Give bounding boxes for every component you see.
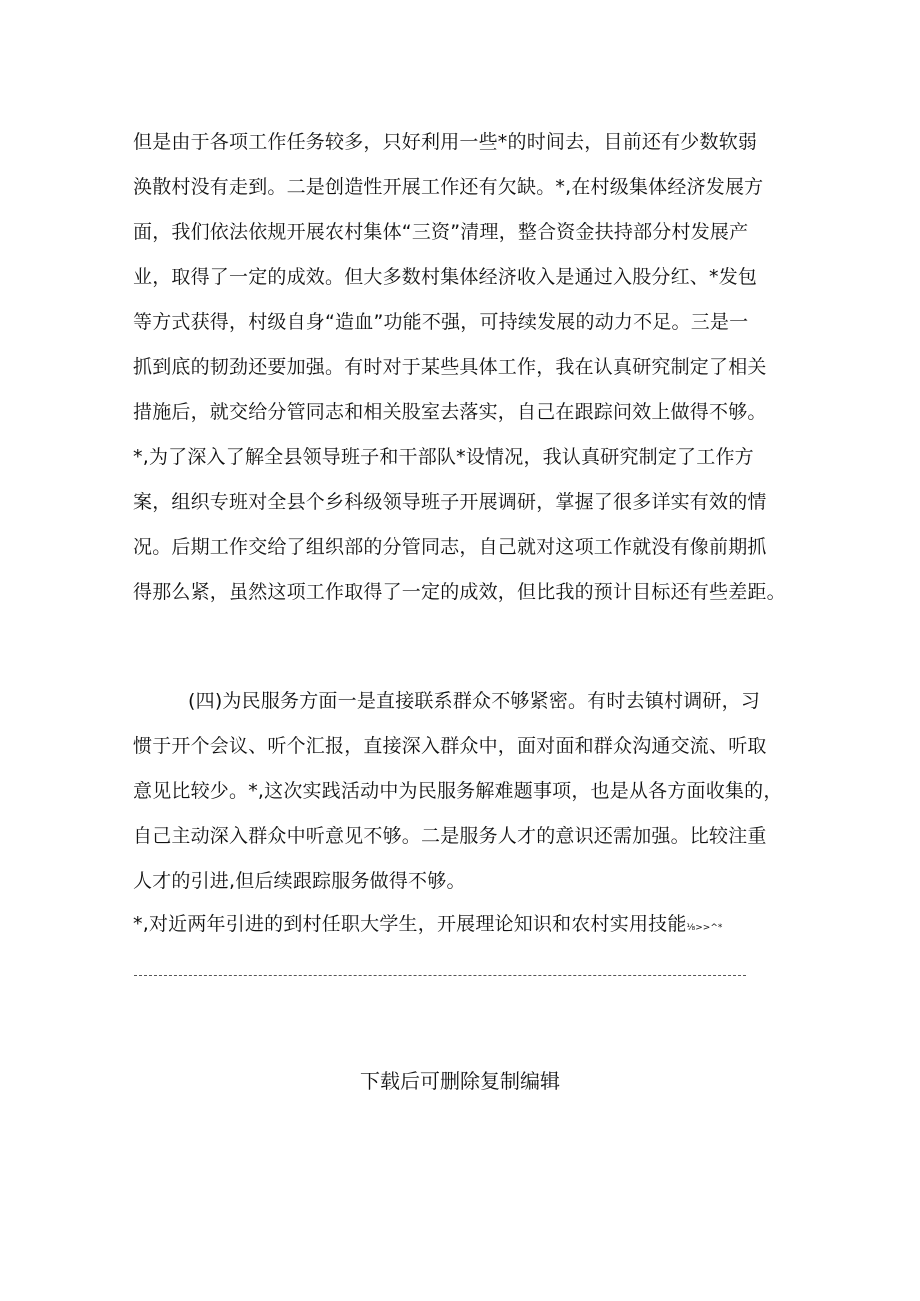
text-line: 惯于开个会议、听个汇报，直接深入群众中，面对面和群众沟通交流、听取 bbox=[133, 735, 767, 757]
text-line: 等方式获得，村级自身“造血”功能不强，可持续发展的动力不足。三是一 bbox=[133, 311, 749, 333]
footer-note: 下载后可删除复制编辑 bbox=[360, 1069, 560, 1093]
text-line: 案，组织专班对全县个乡科级领导班子开展调研，掌握了很多详实有效的情 bbox=[133, 491, 767, 513]
dashed-divider bbox=[134, 975, 746, 976]
text-line: 得那么紧，虽然这项工作取得了一定的成效，但比我的预计目标还有些差距。 bbox=[133, 581, 786, 603]
text-line-indented: (四)为民服务方面一是直接联系群众不够紧密。有时去镇村调研，习 bbox=[188, 690, 761, 712]
text-line-last bbox=[133, 912, 722, 940]
text-line-content: *,对近两年引进的到村任职大学生，开展理论知识和农村实用技能 bbox=[133, 913, 687, 935]
text-line: 抓到底的韧劲还要加强。有时对于某些具体工作，我在认真研究制定了相关 bbox=[133, 356, 767, 378]
text-line: 涣散村没有走到。二是创造性开展工作还有欠缺。*,在村级集体经济发展方 bbox=[133, 176, 764, 198]
text-line: 措施后，就交给分管同志和相关股室去落实，自己在跟踪问效上做得不够。 bbox=[133, 401, 767, 423]
text-line: 但是由于各项工作任务较多，只好利用一些*的时间去，目前还有少数软弱 bbox=[133, 131, 758, 153]
truncated-tail-text: ⅛>>^* bbox=[686, 923, 723, 933]
text-line: 人才的引进,但后续跟踪服务做得不够。 bbox=[133, 870, 466, 892]
text-line: 面，我们依法依规开展农村集体“三资”清理，整合资金扶持部分村发展产 bbox=[133, 221, 749, 243]
text-line: 业，取得了一定的成效。但大多数村集体经济收入是通过入股分红、*发包 bbox=[133, 266, 758, 288]
text-line: 自己主动深入群众中听意见不够。二是服务人才的意识还需加强。比较注重 bbox=[133, 825, 767, 847]
text-line: *,为了深入了解全县领导班子和干部队*设情况，我认真研究制定了工作方 bbox=[133, 446, 754, 468]
text-line: 况。后期工作交给了组织部的分管同志，自己就对这项工作就没有像前期抓 bbox=[133, 536, 767, 558]
text-line: 意见比较少。*,这次实践活动中为民服务解难题事项，也是从各方面收集的， bbox=[133, 780, 783, 802]
